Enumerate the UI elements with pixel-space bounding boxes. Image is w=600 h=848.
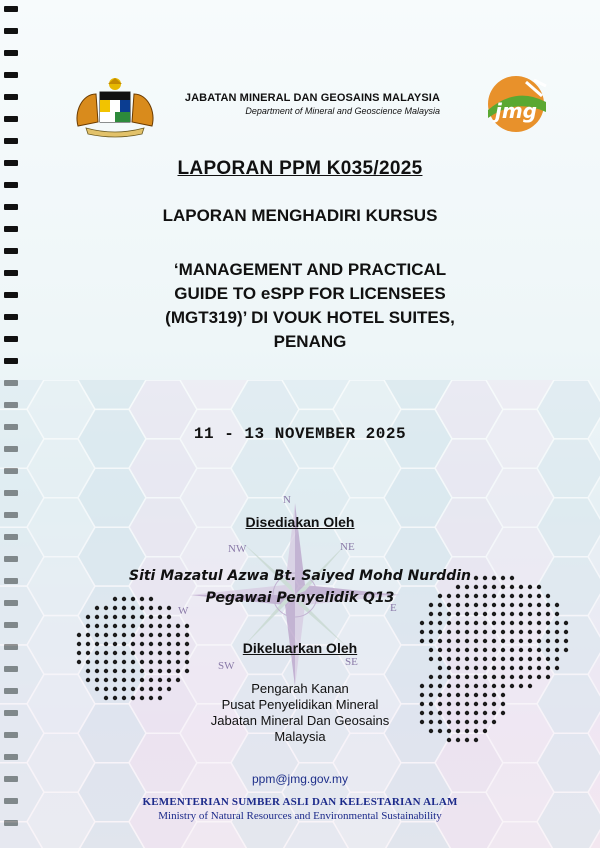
map-dot — [140, 615, 144, 619]
binding-ring — [4, 226, 18, 232]
map-dot — [474, 657, 478, 661]
map-dot — [555, 657, 559, 661]
binding-ring — [4, 72, 18, 78]
map-dot — [483, 666, 487, 670]
map-dot — [122, 633, 126, 637]
map-dot — [167, 624, 171, 628]
map-dot — [438, 630, 442, 634]
map-dot — [465, 657, 469, 661]
map-dot — [429, 621, 433, 625]
map-dot — [86, 660, 90, 664]
preparer-name: Siti Mazatul Azwa Bt. Saiyed Mohd Nurddin — [128, 568, 471, 584]
map-dot — [492, 621, 496, 625]
map-dot — [167, 669, 171, 673]
course-date: 11 - 13 NOVEMBER 2025 — [193, 425, 407, 443]
map-dot — [528, 657, 532, 661]
map-dot — [510, 612, 514, 616]
course-title — [100, 258, 520, 354]
map-dot — [474, 612, 478, 616]
map-dot — [131, 669, 135, 673]
map-dot — [447, 675, 451, 679]
map-dot — [113, 615, 117, 619]
binding-ring — [4, 116, 18, 122]
map-dot — [158, 615, 162, 619]
map-dot — [465, 675, 469, 679]
map-dot — [483, 621, 487, 625]
prepared-by-label: Disediakan Oleh — [245, 514, 355, 530]
map-dot — [528, 666, 532, 670]
preparer-position: Pegawai Penyelidik Q13 — [205, 590, 395, 606]
issuer-line: Malaysia — [274, 729, 326, 744]
map-dot — [140, 669, 144, 673]
compass-ne: NE — [340, 541, 355, 553]
map-dot — [86, 633, 90, 637]
binding-ring — [4, 270, 18, 276]
map-dot — [492, 675, 496, 679]
map-dot — [465, 621, 469, 625]
map-dot — [456, 666, 460, 670]
map-dot — [519, 657, 523, 661]
map-dot — [167, 660, 171, 664]
map-dot — [149, 669, 153, 673]
map-dot — [122, 615, 126, 619]
map-dot — [537, 612, 541, 616]
map-dot — [77, 633, 81, 637]
ministry-name-en: Ministry of Natural Resources and Environmental Sustainability — [158, 810, 442, 822]
ministry-name-ms: KEMENTERIAN SUMBER ASLI DAN KELESTARIAN ALAM — [142, 796, 458, 808]
binding-ring — [4, 94, 18, 100]
map-dot — [492, 657, 496, 661]
map-dot — [510, 630, 514, 634]
map-dot — [104, 615, 108, 619]
map-dot — [483, 657, 487, 661]
map-dot — [465, 630, 469, 634]
map-dot — [95, 624, 99, 628]
map-dot — [501, 630, 505, 634]
map-dot — [564, 630, 568, 634]
map-dot — [95, 633, 99, 637]
issuer-line: Jabatan Mineral Dan Geosains — [210, 713, 390, 728]
binding-ring — [4, 28, 18, 34]
map-dot — [104, 669, 108, 673]
map-dot — [167, 615, 171, 619]
preparer-block — [0, 565, 600, 609]
map-dot — [131, 633, 135, 637]
map-dot — [546, 612, 550, 616]
issuer-line: Pengarah Kanan — [251, 681, 349, 696]
map-dot — [492, 666, 496, 670]
map-dot — [528, 675, 532, 679]
map-dot — [447, 630, 451, 634]
map-dot — [131, 615, 135, 619]
map-dot — [149, 660, 153, 664]
map-dot — [519, 612, 523, 616]
compass-se: SE — [345, 656, 358, 668]
map-dot — [510, 675, 514, 679]
map-dot — [438, 666, 442, 670]
map-dot — [420, 621, 424, 625]
map-dot — [465, 666, 469, 670]
map-dot — [474, 630, 478, 634]
binding-ring — [4, 138, 18, 144]
binding-ring — [4, 336, 18, 342]
issuer-line: Pusat Penyelidikan Mineral — [221, 697, 379, 712]
map-dot — [528, 612, 532, 616]
map-dot — [501, 666, 505, 670]
binding-ring — [4, 6, 18, 12]
map-dot — [528, 630, 532, 634]
map-dot — [167, 633, 171, 637]
map-dot — [501, 621, 505, 625]
map-dot — [546, 666, 550, 670]
map-dot — [122, 660, 126, 664]
map-dot — [122, 624, 126, 628]
map-dot — [474, 666, 478, 670]
map-dot — [447, 621, 451, 625]
map-dot — [113, 660, 117, 664]
map-dot — [113, 624, 117, 628]
map-dot — [546, 621, 550, 625]
map-dot — [474, 675, 478, 679]
map-dot — [158, 624, 162, 628]
map-dot — [501, 675, 505, 679]
map-dot — [95, 660, 99, 664]
course-title-line: (MGT319)’ DI VOUK HOTEL SUITES, — [165, 308, 455, 327]
report-title: LAPORAN MENGHADIRI KURSUS — [162, 206, 438, 225]
binding-ring — [4, 50, 18, 56]
compass-nw: NW — [228, 543, 247, 555]
map-dot — [86, 669, 90, 673]
map-dot — [438, 612, 442, 616]
map-dot — [77, 660, 81, 664]
map-dot — [149, 633, 153, 637]
course-title-line: ‘MANAGEMENT AND PRACTICAL — [173, 260, 447, 279]
map-dot — [555, 621, 559, 625]
map-dot — [456, 657, 460, 661]
map-dot — [501, 612, 505, 616]
compass-e: E — [390, 602, 397, 614]
compass-sw: SW — [218, 660, 235, 672]
course-title-line: PENANG — [273, 332, 347, 351]
map-dot — [158, 669, 162, 673]
map-dot — [122, 669, 126, 673]
report-number: LAPORAN PPM K035/2025 — [177, 158, 423, 179]
map-dot — [465, 612, 469, 616]
map-dot — [420, 630, 424, 634]
map-dot — [546, 657, 550, 661]
map-dot — [510, 666, 514, 670]
jmg-logo-text: jmg — [494, 99, 538, 123]
binding-ring — [4, 358, 18, 364]
map-dot — [519, 630, 523, 634]
map-dot — [158, 660, 162, 664]
binding-ring — [4, 314, 18, 320]
map-dot — [564, 621, 568, 625]
map-dot — [149, 624, 153, 628]
map-dot — [140, 624, 144, 628]
map-dot — [95, 669, 99, 673]
agency-name-en: Department of Mineral and Geoscience Malaysia — [245, 106, 440, 116]
map-dot — [519, 666, 523, 670]
map-dot — [104, 633, 108, 637]
compass-w: W — [178, 605, 189, 617]
issuer-block — [0, 681, 600, 745]
binding-ring — [4, 248, 18, 254]
map-dot — [131, 624, 135, 628]
map-dot — [131, 660, 135, 664]
map-dot — [438, 657, 442, 661]
map-dot — [483, 675, 487, 679]
agency-name-ms: JABATAN MINERAL DAN GEOSAINS MALAYSIA — [184, 92, 440, 104]
map-dot — [429, 657, 433, 661]
map-dot — [447, 657, 451, 661]
issued-by-label: Dikeluarkan Oleh — [242, 640, 358, 656]
map-dot — [537, 630, 541, 634]
map-dot — [555, 666, 559, 670]
map-dot — [537, 657, 541, 661]
map-dot — [447, 612, 451, 616]
map-dot — [519, 621, 523, 625]
map-dot — [86, 615, 90, 619]
map-dot — [456, 621, 460, 625]
map-dot — [546, 675, 550, 679]
binding-ring — [4, 292, 18, 298]
map-dot — [510, 621, 514, 625]
map-dot — [483, 612, 487, 616]
map-dot — [456, 612, 460, 616]
map-dot — [474, 621, 478, 625]
jmg-logo — [476, 72, 556, 136]
map-dot — [519, 675, 523, 679]
binding-ring — [4, 182, 18, 188]
map-dot — [429, 630, 433, 634]
map-dot — [95, 615, 99, 619]
map-dot — [555, 630, 559, 634]
map-dot — [456, 630, 460, 634]
map-dot — [492, 612, 496, 616]
map-dot — [537, 621, 541, 625]
map-dot — [140, 633, 144, 637]
map-dot — [113, 633, 117, 637]
map-dot — [483, 630, 487, 634]
map-dot — [537, 666, 541, 670]
contact-email[interactable]: ppm@jmg.gov.my — [252, 772, 348, 786]
map-dot — [158, 633, 162, 637]
map-dot — [456, 675, 460, 679]
map-dot — [149, 615, 153, 619]
map-dot — [104, 660, 108, 664]
coat-of-arms-logo — [68, 76, 162, 138]
map-dot — [438, 621, 442, 625]
map-dot — [429, 675, 433, 679]
map-dot — [528, 621, 532, 625]
map-dot — [140, 660, 144, 664]
map-dot — [104, 624, 108, 628]
map-dot — [537, 675, 541, 679]
map-dot — [546, 630, 550, 634]
map-dot — [438, 675, 442, 679]
map-dot — [492, 630, 496, 634]
map-dot — [447, 666, 451, 670]
map-dot — [429, 612, 433, 616]
map-dot — [555, 612, 559, 616]
compass-n: N — [283, 494, 291, 506]
map-dot — [510, 657, 514, 661]
map-dot — [501, 657, 505, 661]
map-dot — [86, 624, 90, 628]
map-dot — [113, 669, 117, 673]
course-title-line: GUIDE TO eSPP FOR LICENSEES — [174, 284, 446, 303]
